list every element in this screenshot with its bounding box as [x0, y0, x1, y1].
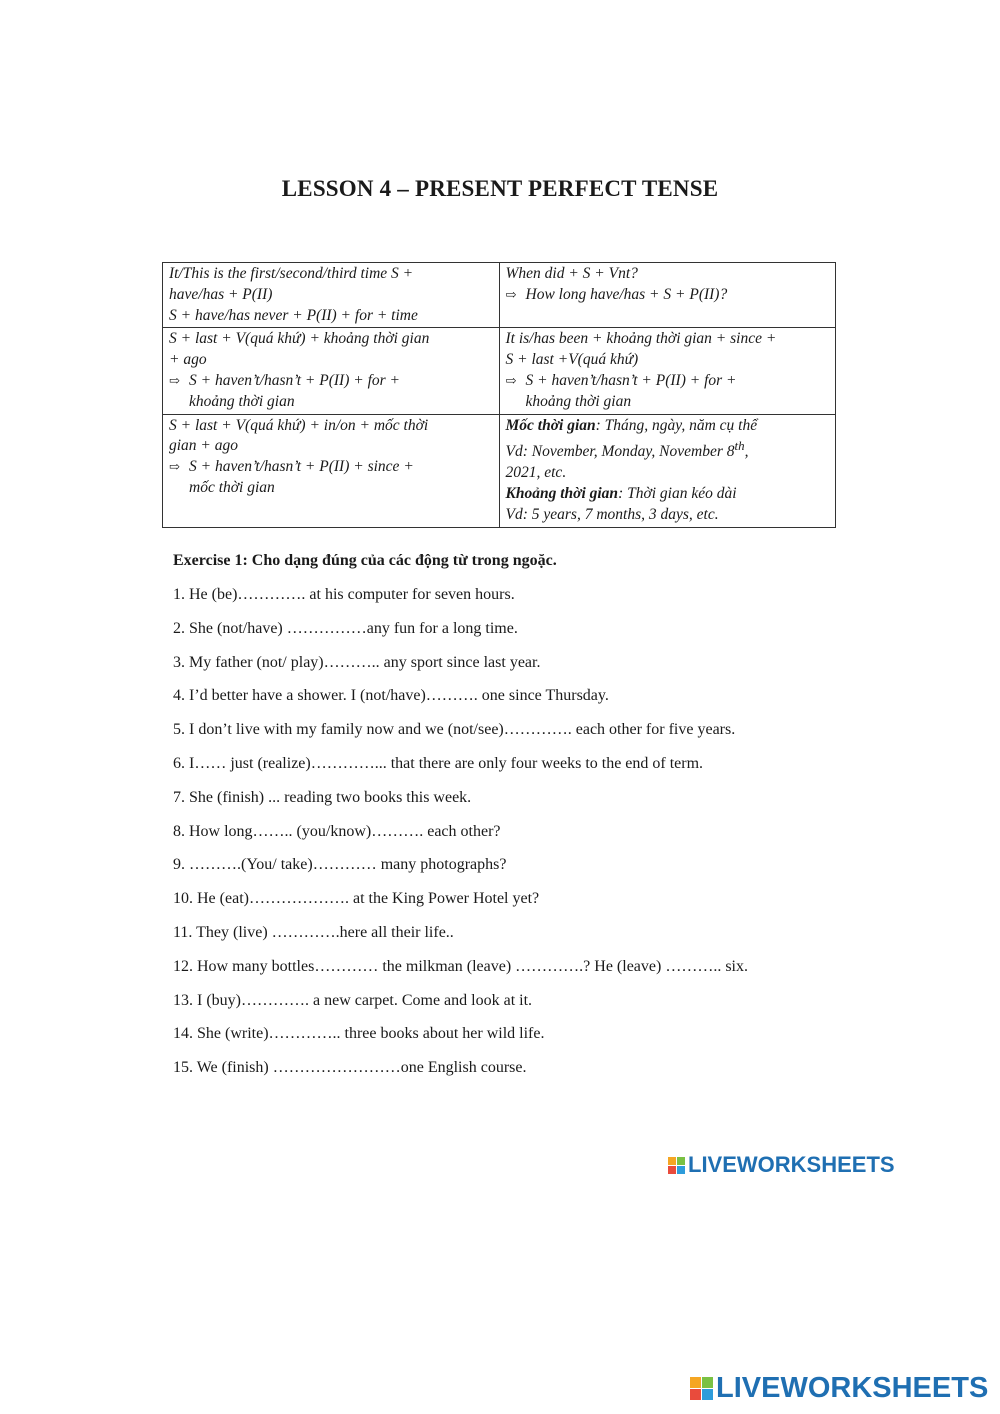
exercise-item: 13. I (buy)…………. a new carpet. Come and look at it. — [173, 991, 533, 1009]
exercise-item: 11. They (live) ………….here all their life.. — [173, 923, 454, 941]
arrow-icon: ⇨ — [169, 372, 180, 388]
table-cell — [499, 263, 836, 328]
logo-square — [690, 1377, 701, 1388]
rule-line: S + last + V(quá khứ) + khoảng thời gian — [169, 330, 430, 348]
exercise-item: 14. She (write)………….. three books about her wild life. — [173, 1025, 545, 1043]
logo-square — [702, 1389, 713, 1400]
rule-line: + ago — [169, 351, 207, 369]
rule-line: S + have/has never + P(II) + for + time — [169, 306, 418, 324]
rule-line — [506, 416, 830, 437]
exercise-list — [173, 585, 748, 1092]
exercise-item: 2. She (not/have) ……………any fun for a long time. — [173, 619, 518, 637]
page-title: LESSON 4 – PRESENT PERFECT TENSE — [281, 176, 719, 201]
rule-line: mốc thời gian — [189, 478, 275, 496]
rule-line: It/This is the first/second/third time S + — [169, 265, 414, 282]
logo-mark-icon — [668, 1157, 685, 1174]
exercise-item: 7. She (finish) ... reading two books this week. — [173, 788, 472, 806]
term-definition: : Tháng, ngày, năm cụ thể — [595, 416, 758, 434]
logo-square — [677, 1157, 685, 1165]
table-cell — [163, 263, 500, 328]
exercise-item: 15. We (finish) ……………………one English course. — [173, 1059, 527, 1077]
exercise-item: 5. I don’t live with my family now and we (not/see)…………. each other for five years. — [173, 721, 736, 739]
rule-line: S + haven’t/hasn’t + P(II) + since + — [189, 458, 414, 476]
rule-line: Vd: 5 years, 7 months, 3 days, etc. — [505, 505, 719, 523]
table-row — [163, 414, 836, 527]
rule-line: It is/has been + khoảng thời gian + since + — [505, 330, 777, 348]
logo-mark-icon — [690, 1377, 713, 1400]
rule-line — [506, 484, 830, 505]
rule-arrow-line — [169, 371, 493, 392]
logo-text: LIVEWORKSHEETS — [716, 1372, 989, 1404]
term-label: Khoảng thời gian — [505, 485, 619, 503]
table-cell — [499, 414, 836, 527]
exercise-item: 10. He (eat)………………. at the King Power Hotel yet? — [173, 890, 540, 908]
rule-line: 2021, etc. — [505, 464, 567, 482]
logo-square — [668, 1157, 676, 1165]
table-cell — [163, 414, 500, 527]
exercise-item: 4. I’d better have a shower. I (not/have)………. one since Thursday. — [173, 687, 609, 705]
liveworksheets-logo[interactable] — [690, 1372, 988, 1405]
term-label: Mốc thời gian — [505, 416, 596, 434]
rule-arrow-line — [169, 457, 493, 478]
table-row — [163, 328, 836, 414]
rule-line — [506, 436, 830, 463]
logo-square — [677, 1166, 685, 1174]
exercise-item: 1. He (be)…………. at his computer for seven hours. — [173, 586, 515, 603]
term-definition: : Thời gian kéo dài — [618, 485, 737, 503]
table-cell — [163, 328, 500, 414]
exercise-item: 12. How many bottles………… the milkman (leave) ………….? He (leave) ……….. six. — [173, 957, 748, 975]
rule-line: have/has + P(II) — [169, 285, 273, 303]
rule-arrow-line — [506, 371, 830, 392]
exercise-item: 3. My father (not/ play)……….. any sport since last year. — [173, 653, 541, 671]
table-cell — [499, 328, 836, 414]
rule-line: S + haven’t/hasn’t + P(II) + for + — [525, 371, 737, 389]
rule-arrow-line — [506, 285, 830, 306]
rule-line: How long have/has + S + P(II)? — [525, 285, 728, 303]
exercise-item: 6. I…… just (realize)…………... that there are only four weeks to the end of term. — [173, 754, 704, 772]
rule-line: khoảng thời gian — [525, 392, 632, 410]
rule-line: S + last +V(quá khứ) — [505, 351, 639, 369]
rule-line: When did + S + Vnt? — [505, 265, 638, 282]
rule-line: gian + ago — [169, 437, 239, 455]
rule-line: S + last + V(quá khứ) + in/on + mốc thời — [169, 416, 429, 434]
example-text: Vd: November, Monday, November 8 — [505, 443, 735, 461]
table-row — [163, 263, 836, 328]
rule-line: S + haven’t/hasn’t + P(II) + for + — [189, 371, 401, 389]
example-text: , — [744, 443, 749, 461]
logo-square — [702, 1377, 713, 1388]
logo-text: LIVEWORKSHEETS — [688, 1152, 895, 1177]
exercise-title: Exercise 1: Cho dạng đúng của các động từ trong ngoặc. — [173, 552, 557, 569]
logo-square — [690, 1389, 701, 1400]
arrow-icon: ⇨ — [169, 459, 180, 475]
liveworksheets-logo — [668, 1152, 895, 1178]
superscript: th — [734, 438, 745, 454]
logo-square — [668, 1166, 676, 1174]
grammar-table — [162, 262, 836, 528]
arrow-icon: ⇨ — [505, 372, 517, 388]
rule-line: khoảng thời gian — [189, 392, 295, 410]
arrow-icon: ⇨ — [505, 286, 517, 302]
exercise-item: 9. ……….(You/ take)………… many photographs? — [173, 856, 507, 874]
exercise-item: 8. How long…….. (you/know)………. each other? — [173, 822, 501, 840]
